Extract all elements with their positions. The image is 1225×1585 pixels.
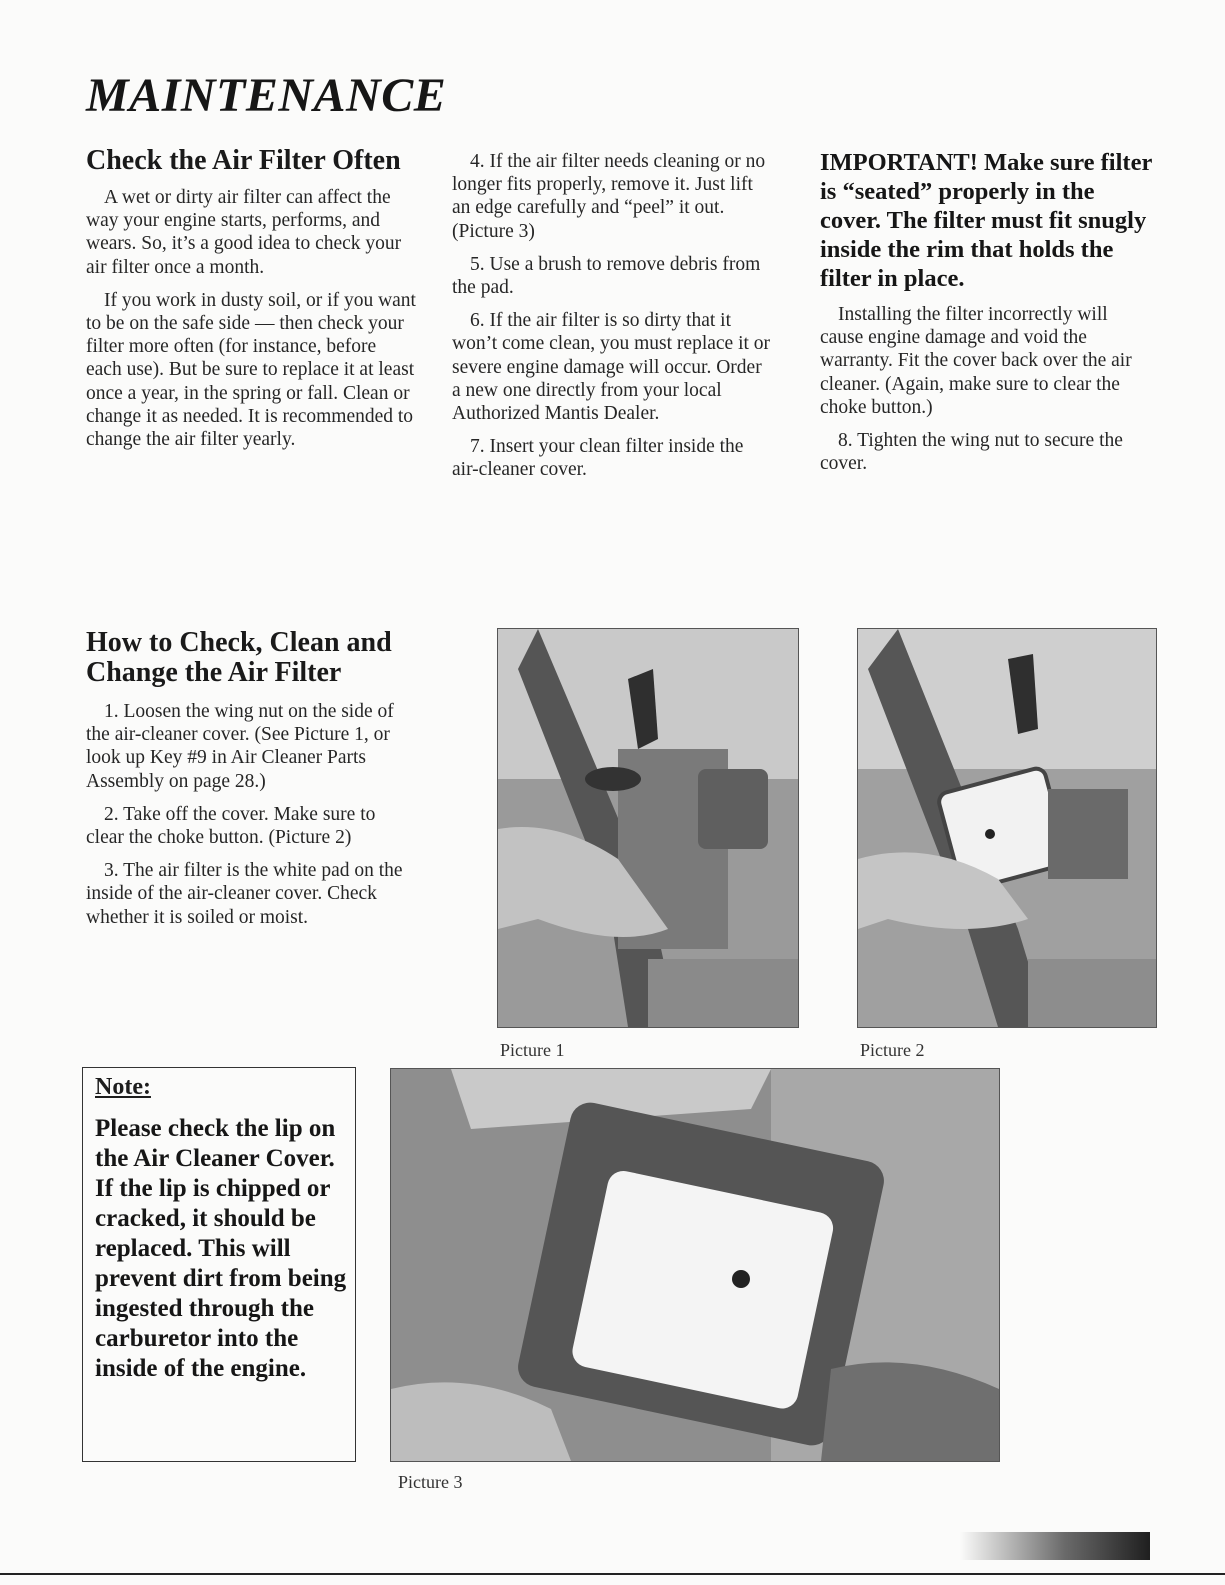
photo-picture-2 — [857, 628, 1157, 1028]
note-body: Please check the lip on the Air Cleaner Cover. If the lip is chipped or cracked, it should be replaced. This will prevent dirt from being ingested through the carburetor into the inside of the engine. — [95, 1115, 347, 1382]
paragraph: If you work in dusty soil, or if you want to be on the safe side — then check your filter more often (for instance, before each use). But be sure to replace it at least once a year, in the spring or fall. Clean or change it as needed. It is recommended to change the air filter yearly. — [86, 289, 416, 451]
photo-illustration-3 — [391, 1069, 999, 1461]
caption-picture-2: Picture 2 — [860, 1040, 925, 1060]
paragraph: A wet or dirty air filter can affect the way your engine starts, performs, and wears. So, it’s a good idea to check your air filter once a month. — [86, 187, 402, 278]
step-1: 1. Loosen the wing nut on the side of the air-cleaner cover. (See Picture 1, or look up Key #9 in Air Cleaner Parts Assembly on page 28.) — [86, 701, 394, 792]
step-7: 7. Insert your clean filter inside the air-cleaner cover. — [452, 436, 744, 481]
caption-picture-1: Picture 1 — [500, 1040, 565, 1060]
column-1 — [86, 146, 416, 451]
photo-picture-1 — [497, 628, 799, 1028]
photo-picture-3 — [390, 1068, 1000, 1462]
photo-illustration-2 — [858, 629, 1156, 1027]
step-6: 6. If the air filter is so dirty that it won’t come clean, you must replace it or severe engine damage will occur. Order a new one directly from your local Authorized Mantis Dealer. — [452, 310, 771, 425]
photo-illustration-1 — [498, 629, 798, 1027]
important-notice: IMPORTANT! Make sure filter is “seated” properly in the cover. The filter must fit snugly inside the rim that holds the filter in place. — [820, 149, 1152, 292]
section-heading-check-air-filter: Check the Air Filter Often — [86, 145, 401, 176]
note-title: Note: — [95, 1074, 151, 1100]
page-number-bar — [960, 1532, 1150, 1560]
step-2: 2. Take off the cover. Make sure to clear the choke button. (Picture 2) — [86, 803, 376, 849]
step-5: 5. Use a brush to remove debris from the pad. — [452, 253, 761, 299]
step-3: 3. The air filter is the white pad on the inside of the air-cleaner cover. Check whether it is soiled or moist. — [86, 860, 403, 928]
column-2 — [452, 150, 774, 482]
caption-picture-3: Picture 3 — [398, 1472, 463, 1492]
step-8: 8. Tighten the wing nut to secure the cover. — [820, 430, 1123, 475]
note-box — [82, 1067, 356, 1462]
page-title: MAINTENANCE — [86, 69, 447, 122]
step-4: 4. If the air filter needs cleaning or no longer fits properly, remove it. Just lift an edge carefully and “peel” it out. (Picture 3) — [452, 151, 766, 242]
paragraph: Installing the filter incorrectly will cause engine damage and void the warranty. Fit the cover back over the air cleaner. (Again, make sure to clear the choke button.) — [820, 304, 1132, 418]
column-3 — [820, 148, 1155, 475]
section-heading-how-to-check: How to Check, Clean and Change the Air Filter — [86, 627, 392, 688]
column-1-steps — [86, 628, 416, 929]
bottom-rule — [0, 1573, 1225, 1575]
